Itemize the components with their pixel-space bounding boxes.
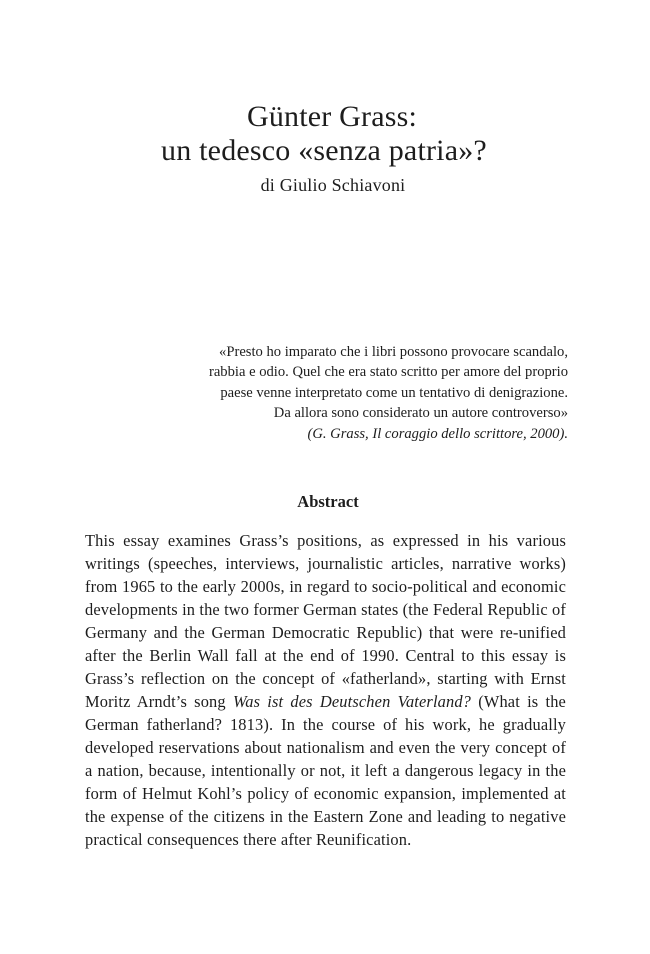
title-block	[0, 100, 650, 196]
abstract-text-part-2: (What is the German fatherland? 1813). In the course of his work, he gradually developed reservations about nationalism and even the very concept of a nation, because, intentionally or not, it left a dangerous legacy in the form of Helmut Kohl’s policy of economic expansion, implemented at the expense of the citizens in the Eastern Zone and leading to negative practical consequences there after Reunification.	[85, 692, 566, 849]
abstract-body	[85, 529, 566, 851]
abstract-heading: Abstract	[297, 492, 359, 511]
abstract-text-part-1: This essay examines Grass’s positions, as expressed in his various writings (speeches, interviews, journalistic articles, narrative works) from 1965 to the early 2000s, in regard to socio-political and economic developments in the two former German states (the Federal Republic of Germany and the German Democratic Republic) that were re-unified after the Berlin Wall fall at the end of 1990. Central to this essay is Grass’s reflection on the concept of «fatherland», starting with Ernst Moritz Arndt’s song	[85, 531, 566, 711]
song-title: Was ist des Deutschen Vaterland?	[232, 692, 472, 711]
article-title-line-2: un tedesco «senza patria»?	[161, 134, 487, 167]
epigraph-quote: «Presto ho imparato che i libri possono provocare scandalo, rabbia e odio. Quel che era stato scritto per amore del proprio paese venne interpretato come un tentativo di denigrazione. Da allora sono considerato un autore controverso»	[208, 344, 568, 422]
article-author: di Giulio Schiavoni	[260, 175, 406, 195]
article-title-line-1: Günter Grass:	[246, 100, 418, 133]
epigraph-source: (G. Grass, Il coraggio dello scrittore, 2000).	[307, 425, 568, 442]
epigraph	[208, 342, 568, 444]
